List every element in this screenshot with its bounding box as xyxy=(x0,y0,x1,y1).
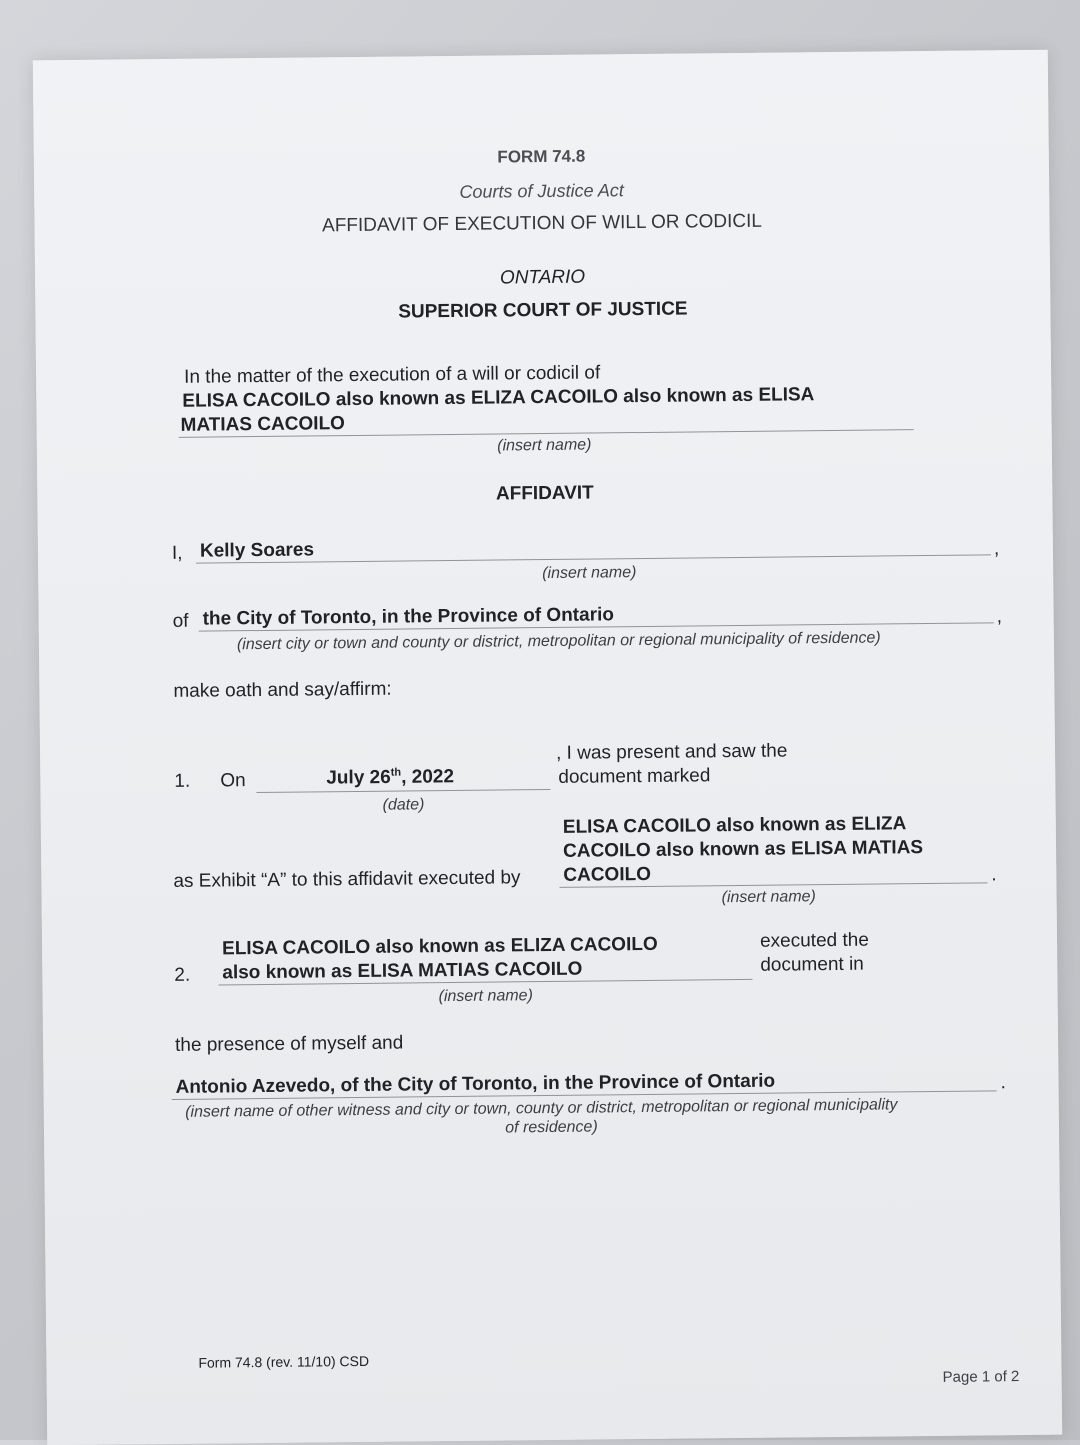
para1-date-year: , 2022 xyxy=(401,766,455,788)
para1-number: 1. xyxy=(174,770,191,792)
para2-after-line2: document in xyxy=(760,953,864,976)
deponent-name: Kelly Soares xyxy=(199,539,315,562)
matter-name-line2: MATIAS CACOILO xyxy=(180,413,346,436)
para2-name-line2: also known as ELISA MATIAS CACOILO xyxy=(222,958,583,984)
para1-executor-line2: CACOILO also known as ELISA MATIAS xyxy=(562,837,924,862)
para2-name-line1: ELISA CACOILO also known as ELIZA CACOILO xyxy=(221,933,658,960)
deponent-hint: (insert name) xyxy=(542,564,637,583)
para1-date-underline xyxy=(256,789,550,793)
deponent-prefix: I, xyxy=(171,542,183,564)
para1-executor-line1: ELISA CACOILO also known as ELIZA xyxy=(562,813,907,838)
footer-page-number: Page 1 of 2 xyxy=(942,1368,1020,1386)
residence-hint: (insert city or town and county or district, metropolitan or regional municipality of residence) xyxy=(236,629,881,654)
residence-prefix: of xyxy=(172,610,189,632)
footer-form-rev: Form 74.8 (rev. 11/10) CSD xyxy=(198,1352,370,1371)
para1-saw-line1: , I was present and saw the xyxy=(555,740,788,764)
para1-exhibit-text: as Exhibit “A” to this affidavit executed by xyxy=(173,867,521,892)
court-name: SUPERIOR COURT OF JUSTICE xyxy=(398,298,688,323)
para2-hint: (insert name) xyxy=(438,987,533,1006)
para1-date-hint: (date) xyxy=(382,796,425,814)
para1-date-month: July 26 xyxy=(326,766,391,789)
para1-saw-line2: document marked xyxy=(558,765,711,788)
affidavit-heading: AFFIDAVIT xyxy=(495,482,594,505)
para2-number: 2. xyxy=(174,964,191,986)
para1-executor-hint: (insert name) xyxy=(721,888,816,907)
witness-name: Antonio Azevedo, of the City of Toronto, in the Province of Ontario xyxy=(175,1070,776,1098)
presence-text: the presence of myself and xyxy=(174,1032,404,1056)
witness-hint-line2: of residence) xyxy=(505,1118,598,1137)
act-name: Courts of Justice Act xyxy=(459,180,624,202)
para1-executor-line3: CACOILO xyxy=(563,863,652,886)
form-title: AFFIDAVIT OF EXECUTION OF WILL OR CODICIL xyxy=(321,210,763,237)
deponent-comma: , xyxy=(993,538,1000,560)
matter-name-line1: ELISA CACOILO also known as ELIZA CACOILO also known as ELISA xyxy=(182,384,815,412)
witness-hint-line1: (insert name of other witness and city or town, county or district, metropolitan or regional municipality xyxy=(185,1096,898,1121)
document-page xyxy=(33,50,1062,1445)
deponent-underline xyxy=(196,554,991,563)
residence-comma: , xyxy=(996,606,1003,628)
oath-statement: make oath and say/affirm: xyxy=(173,678,392,702)
para1-date xyxy=(326,766,454,790)
para1-period: . xyxy=(991,864,997,886)
residence-value: the City of Toronto, in the Province of Ontario xyxy=(202,604,615,630)
form-number: FORM 74.8 xyxy=(497,146,586,167)
para1-date-suffix: th xyxy=(390,766,402,779)
para1-on: On xyxy=(220,770,246,792)
matter-intro: In the matter of the execution of a will or codicil of xyxy=(183,362,601,388)
province-name: ONTARIO xyxy=(499,266,586,289)
para2-after-line1: executed the xyxy=(759,929,869,952)
matter-hint: (insert name) xyxy=(497,436,592,455)
witness-period: . xyxy=(1000,1072,1006,1094)
